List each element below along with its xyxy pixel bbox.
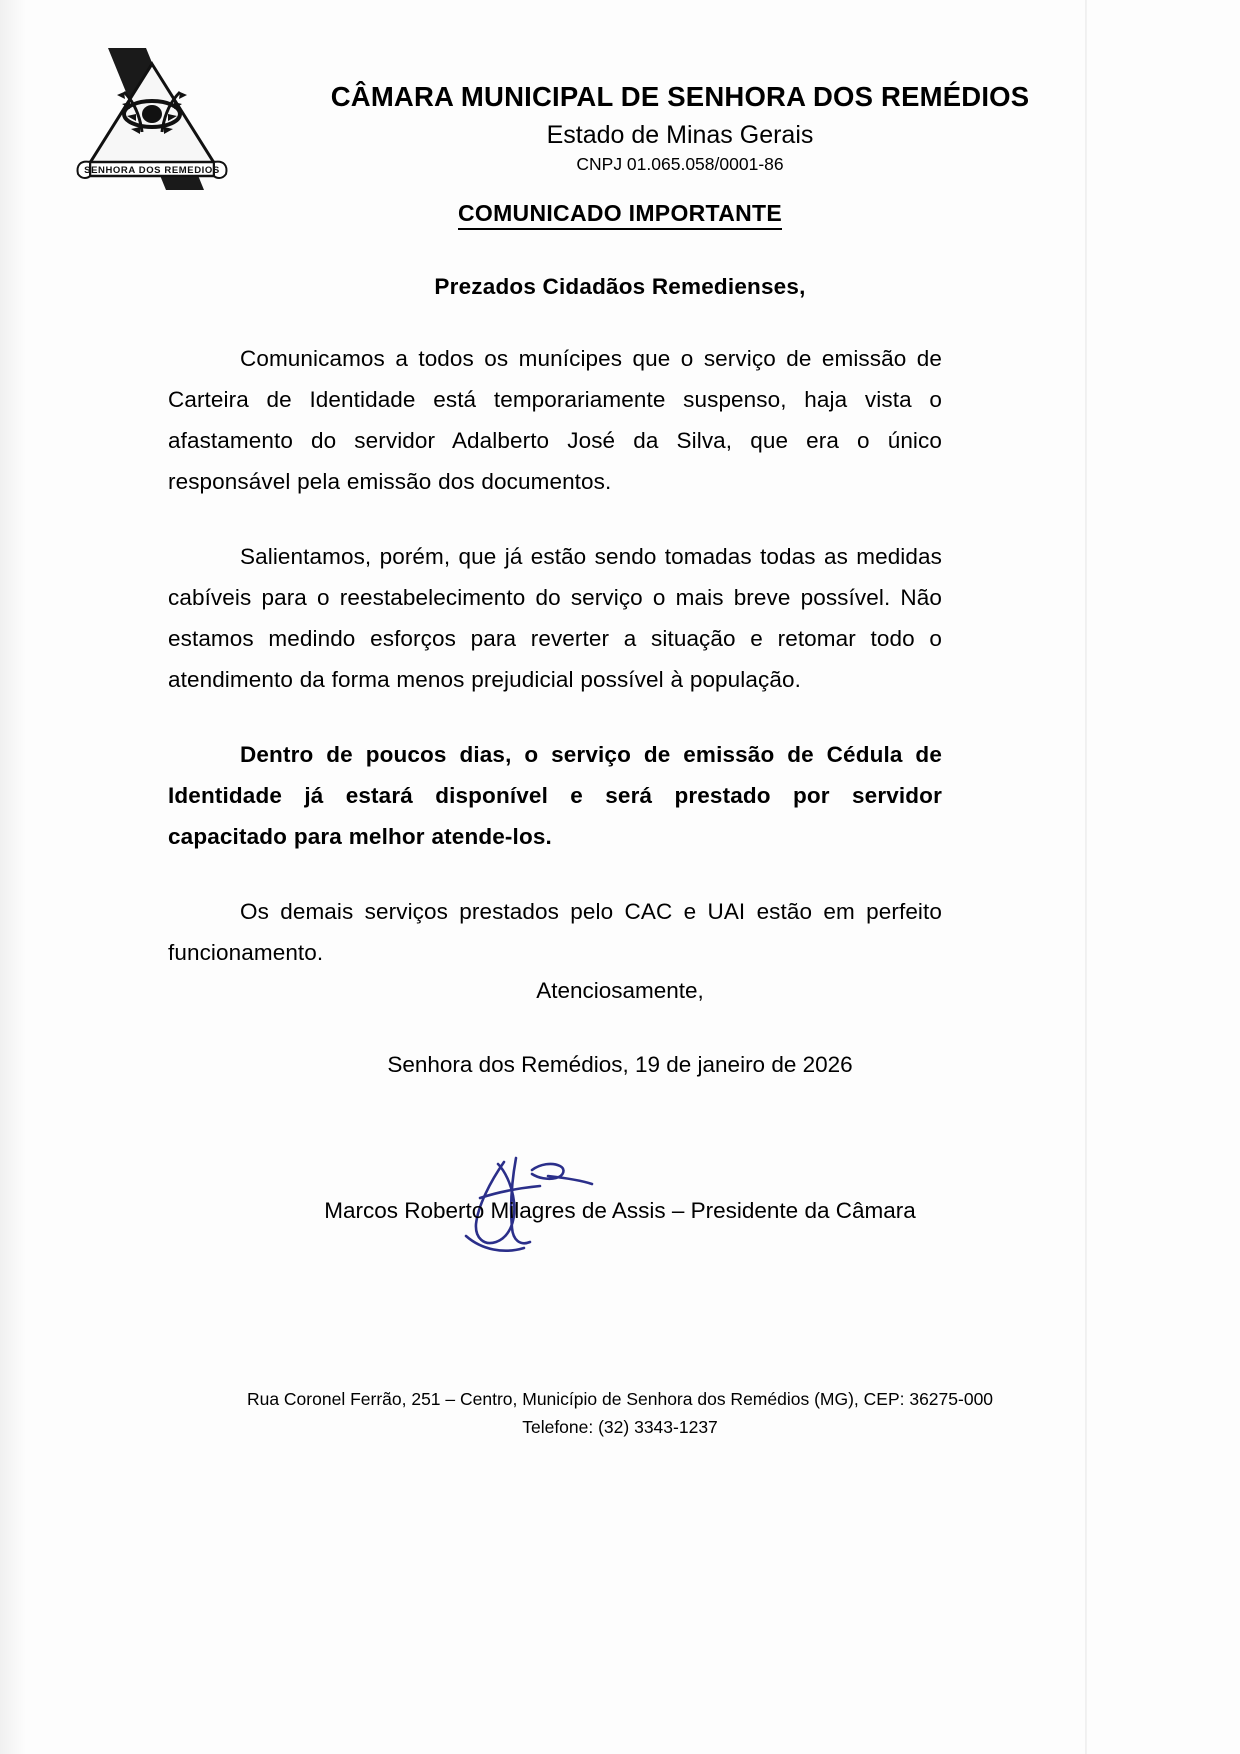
document-title xyxy=(0,200,1240,227)
document-body xyxy=(168,338,942,973)
svg-text:SENHORA DOS REMEDIOS: SENHORA DOS REMEDIOS xyxy=(84,165,220,176)
footer xyxy=(0,1385,1240,1441)
coat-of-arms-icon xyxy=(72,40,232,190)
footer-address: Rua Coronel Ferrão, 251 – Centro, Município de Senhora dos Remédios (MG), CEP: 36275-000 xyxy=(246,1389,994,1409)
organization-state: Estado de Minas Gerais xyxy=(546,120,814,149)
salutation: Prezados Cidadãos Remedienses, xyxy=(434,274,806,299)
closing-line: Atenciosamente, xyxy=(536,978,704,1003)
paper-fold-line xyxy=(1085,0,1087,1754)
footer-phone: Telefone: (32) 3343-1237 xyxy=(522,1417,718,1437)
letterhead-text xyxy=(250,82,1110,175)
body-paragraph: Comunicamos a todos os munícipes que o serviço de emissão de Carteira de Identidade está temporariamente suspenso, haja vista o afastamento do servidor Adalberto José da Silva, que era o único responsável pela emissão dos documentos. xyxy=(168,346,942,494)
page-edge-shadow xyxy=(0,0,26,1754)
date-line: Senhora dos Remédios, 19 de janeiro de 2026 xyxy=(387,1052,853,1077)
body-paragraph-emphasis: Dentro de poucos dias, o serviço de emissão de Cédula de Identidade já estará disponível e será prestado por servidor capacitado para melhor atende-los. xyxy=(168,742,942,849)
organization-name: CÂMARA MUNICIPAL DE SENHORA DOS REMÉDIOS xyxy=(330,81,1030,112)
signer-name: Marcos Roberto Milagres de Assis – Presidente da Câmara xyxy=(324,1198,916,1223)
organization-cnpj: CNPJ 01.065.058/0001-86 xyxy=(576,154,784,175)
body-paragraph: Os demais serviços prestados pelo CAC e UAI estão em perfeito funcionamento. xyxy=(168,899,942,965)
document-title-text: COMUNICADO IMPORTANTE xyxy=(458,200,782,230)
body-paragraph: Salientamos, porém, que já estão sendo tomadas todas as medidas cabíveis para o reestabelecimento do serviço o mais breve possível. Não estamos medindo esforços para reverter a situação e retomar todo o atendimento da forma menos prejudicial possível à população. xyxy=(168,544,942,692)
letterhead xyxy=(0,34,1240,194)
